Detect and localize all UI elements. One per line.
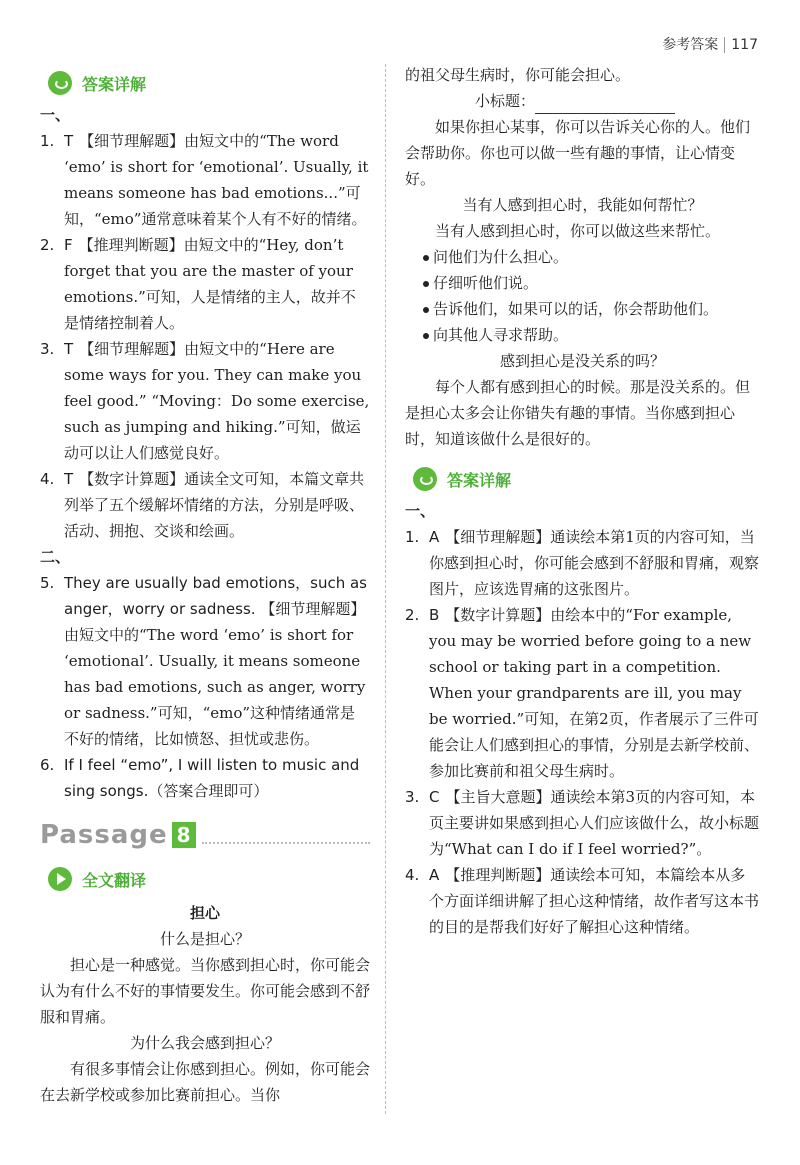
item-answer: T — [64, 470, 74, 488]
subtitle-label: 小标题： — [475, 92, 536, 110]
answer-item — [40, 570, 370, 752]
translation-paragraph: 有很多事情会让你感到担心。例如，你可能会在去新学校或参加比赛前担心。当你 — [40, 1060, 371, 1104]
section-heading-answers — [48, 68, 370, 98]
item-explanation: 【主旨大意题】通读绘本第3页的内容可知，本页主要讲如果感到担心人们应该做什么，故小标题为“What can I do if I feel worried?”。 — [429, 788, 760, 858]
item-answer: They are usually bad emotions，such as anger，worry or sadness. — [64, 574, 367, 618]
bullet-text: 问他们为什么担心。 — [433, 248, 569, 266]
translation-subheading: 当有人感到担心时，我能如何帮忙？ — [462, 196, 703, 214]
item-number: 6. — [40, 756, 55, 774]
item-explanation: 【数字计算题】由绘本中的“For example, you may be worried before going to a new school or taking part in a competition. When your grandparents are ill, you may be worried.”可知，在第2页，作者展示了三件可能会让人们感到担心的事情，分别是去新学校前、参加比赛前和祖父母生病时。 — [429, 606, 760, 780]
item-explanation: 【细节理解题】由短文中的“The word ‘emo’ is short for ‘emotional’. Usually, it means someone has bad emotions, such as anger, worry or sadness.”可知，“emo”这种情绪通常是不好的情绪，比如愤怒、担忧或悲伤。 — [64, 600, 366, 748]
left-column — [40, 68, 370, 1108]
bullet-dot — [423, 307, 429, 313]
translation-subheading: 什么是担心？ — [159, 930, 250, 948]
part-label: 一、 — [40, 106, 71, 124]
item-number: 4. — [405, 866, 420, 884]
answer-item — [40, 752, 370, 804]
play-icon — [48, 867, 72, 891]
section-heading-answers — [413, 464, 760, 494]
page-header — [662, 34, 758, 54]
item-number: 1. — [40, 132, 55, 150]
part-label: 二、 — [40, 548, 71, 566]
item-number: 3. — [40, 340, 55, 358]
subtitle-line — [405, 88, 760, 114]
passage-dotted-rule — [202, 826, 370, 844]
translation-paragraph: 担心是一种感觉。当你感到担心时，你可能会认为有什么不好的事情要发生。你可能会感到不舒服和胃痛。 — [40, 956, 371, 1026]
translation-paragraph: 每个人都有感到担心的时候。那是没关系的。但是担心太多会让你错失有趣的事情。当你感到担心时，知道该做什么是很好的。 — [405, 378, 751, 448]
page-number: 117 — [731, 37, 758, 53]
item-explanation: 【推理判断题】由短文中的“Hey, don’t forget that you are the master of your emotions.”可知，人是情绪的主人，故并不是情绪控制着人。 — [64, 236, 356, 332]
bullet-dot — [423, 281, 429, 287]
answer-item — [40, 128, 370, 232]
subtitle-blank — [535, 97, 675, 114]
section-title: 答案详解 — [447, 470, 512, 490]
header-label: 参考答案 — [662, 37, 719, 53]
answer-item — [40, 232, 370, 336]
passage-word: Passage — [40, 820, 168, 850]
item-number: 5. — [40, 574, 55, 592]
item-explanation: 【推理判断题】通读绘本可知，本篇绘本从多个方面详细讲解了担心这种情绪，故作者写这本书的目的是帮我们好好了解担心这种情绪。 — [429, 866, 760, 936]
column-divider — [385, 64, 386, 1114]
bullet-item — [405, 296, 760, 322]
answer-item — [405, 784, 760, 862]
bullet-text: 告诉他们，如果可以的话，你会帮助他们。 — [433, 300, 719, 318]
item-explanation: （答案合理即可） — [148, 782, 269, 800]
translation-subheading: 为什么我会感到担心？ — [129, 1034, 280, 1052]
answer-item — [405, 602, 760, 784]
section-heading-translation — [48, 864, 370, 894]
answer-item — [405, 524, 760, 602]
passage-number-badge: 8 — [172, 822, 196, 848]
answer-leaf-icon — [48, 71, 72, 95]
item-answer: T — [64, 340, 74, 358]
item-explanation: 【细节理解题】由短文中的“The word ‘emo’ is short for ‘emotional’. Usually, it means someone has bad emotions...”可知，“emo”通常意味着某个人有不好的情绪。 — [64, 132, 369, 228]
bullet-dot — [423, 333, 429, 339]
item-number: 1. — [405, 528, 420, 546]
item-number: 4. — [40, 470, 55, 488]
item-answer: F — [64, 236, 73, 254]
item-answer: C — [429, 788, 440, 806]
section-title: 全文翻译 — [82, 870, 147, 890]
item-answer: T — [64, 132, 74, 150]
bullet-item — [405, 244, 760, 270]
part-label: 一、 — [405, 502, 436, 520]
item-answer: B — [429, 606, 440, 624]
item-answer: A — [429, 528, 440, 546]
item-number: 2. — [405, 606, 420, 624]
bullet-item — [405, 270, 760, 296]
translation-subheading: 感到担心是没关系的吗？ — [499, 352, 665, 370]
translation-title: 担心 — [189, 904, 220, 922]
answer-item — [405, 862, 760, 940]
passage-banner — [40, 818, 370, 852]
bullet-text: 向其他人寻求帮助。 — [433, 326, 569, 344]
item-answer: A — [429, 866, 440, 884]
translation-paragraph: 的祖父母生病时，你可能会担心。 — [405, 66, 631, 84]
header-divider — [724, 37, 725, 53]
item-number: 3. — [405, 788, 420, 806]
answer-item — [40, 466, 370, 544]
bullet-item — [405, 322, 760, 348]
translation-paragraph: 如果你担心某事，你可以告诉关心你的人。他们会帮助你。你也可以做一些有趣的事情，让心情变好。 — [405, 118, 751, 188]
section-title: 答案详解 — [82, 74, 147, 94]
translation-paragraph: 当有人感到担心时，你可以做这些来帮忙。 — [435, 222, 721, 240]
answer-leaf-icon — [413, 467, 437, 491]
item-explanation: 【数字计算题】通读全文可知，本篇文章共列举了五个缓解坏情绪的方法，分别是呼吸、活动、拥抱、交谈和绘画。 — [64, 470, 365, 540]
right-column — [405, 62, 760, 940]
item-explanation: 【细节理解题】由短文中的“Here are some ways for you. They can make you feel good.” “Moving：Do some exercise, such as jumping and hiking.”可知，做运动可以让人们感觉良好。 — [64, 340, 370, 462]
bullet-dot — [423, 255, 429, 261]
item-explanation: 【细节理解题】通读绘本第1页的内容可知，当你感到担心时，你可能会感到不舒服和胃痛，观察图片，应该选胃痛的这张图片。 — [429, 528, 760, 598]
bullet-text: 仔细听他们说。 — [433, 274, 539, 292]
item-number: 2. — [40, 236, 55, 254]
answer-item — [40, 336, 370, 466]
item-answer: If I feel “emo”, I will listen to music and sing songs. — [64, 756, 360, 800]
